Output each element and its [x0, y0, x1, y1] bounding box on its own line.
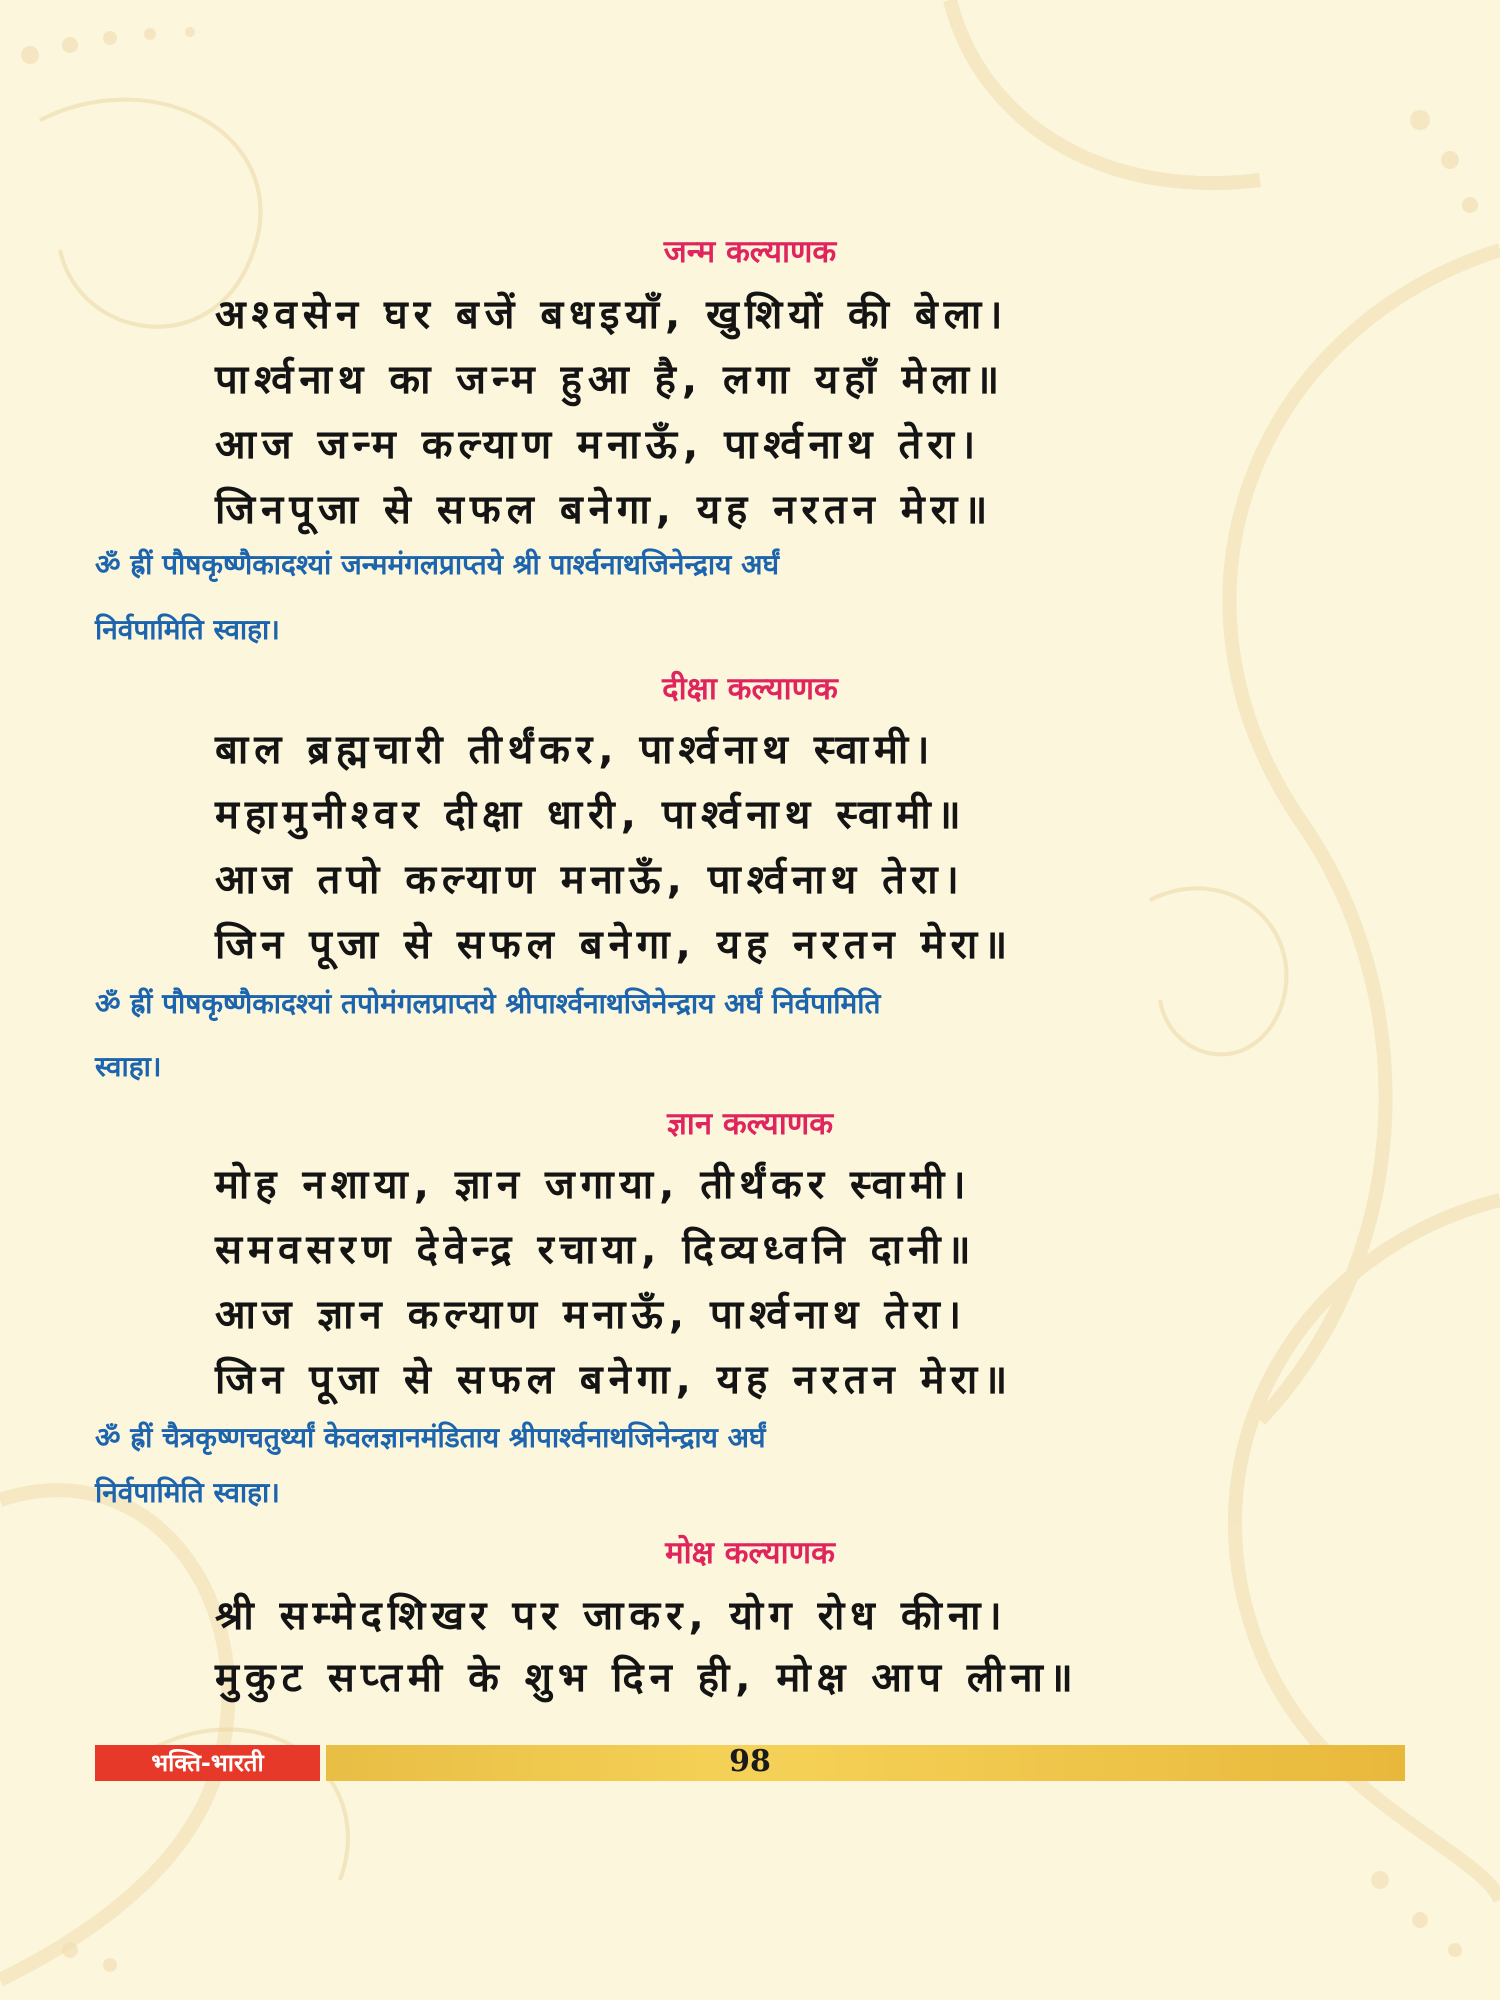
mantra-line: निर्वपामिति स्वाहा।	[95, 1476, 280, 1509]
mantra-line: ॐ ह्रीं पौषकृष्णैकादश्यां तपोमंगलप्राप्तये श्रीपार्श्वनाथजिनेन्द्राय अर्घं निर्वपामिति	[95, 987, 881, 1020]
verse-line: महामुनीश्वर दीक्षा धारी, पार्श्वनाथ स्वामी॥	[215, 792, 967, 838]
mantra-line: निर्वपामिति स्वाहा।	[95, 613, 280, 646]
verse-line: जिनपूजा से सफल बनेगा, यह नरतन मेरा॥	[215, 487, 994, 533]
verse-line: जिन पूजा से सफल बनेगा, यह नरतन मेरा॥	[215, 922, 1014, 968]
page-number: 98	[729, 1744, 771, 1779]
verse-line: पार्श्वनाथ का जन्म हुआ है, लगा यहाँ मेला॥	[215, 357, 1006, 403]
section-heading-janm: जन्म कल्याणक	[663, 234, 837, 270]
verse-line: आज ज्ञान कल्याण मनाऊँ, पार्श्वनाथ तेरा।	[215, 1292, 968, 1338]
verse-line: आज जन्म कल्याण मनाऊँ, पार्श्वनाथ तेरा।	[215, 422, 982, 468]
verse-line: अश्वसेन घर बजें बधइयाँ, खुशियों की बेला।	[215, 292, 1009, 338]
mantra-line: ॐ ह्रीं पौषकृष्णैकादश्यां जन्ममंगलप्राप्तये श्री पार्श्वनाथजिनेन्द्राय अर्घं	[95, 548, 780, 581]
verse-line: जिन पूजा से सफल बनेगा, यह नरतन मेरा॥	[215, 1357, 1014, 1403]
verse-line: श्री सम्मेदशिखर पर जाकर, योग रोध कीना।	[215, 1593, 1008, 1639]
section-heading-diksha: दीक्षा कल्याणक	[662, 671, 838, 707]
verse-line: समवसरण देवेन्द्र रचाया, दिव्यध्वनि दानी॥	[215, 1227, 977, 1273]
verse-line: बाल ब्रह्मचारी तीर्थंकर, पार्श्वनाथ स्वामी।	[215, 727, 936, 773]
verse-line: मुकुट सप्तमी के शुभ दिन ही, मोक्ष आप लीना॥	[215, 1655, 1079, 1701]
section-heading-gyan: ज्ञान कल्याणक	[666, 1106, 834, 1142]
mantra-line: ॐ ह्रीं चैत्रकृष्णचतुर्थ्यां केवलज्ञानमंडिताय श्रीपार्श्वनाथजिनेन्द्राय अर्घं	[95, 1421, 766, 1454]
verse-line: आज तपो कल्याण मनाऊँ, पार्श्वनाथ तेरा।	[215, 857, 965, 903]
verse-line: मोह नशाया, ज्ञान जगाया, तीर्थंकर स्वामी।	[215, 1162, 972, 1208]
footer-book-title: भक्ति-भारती	[95, 1745, 326, 1781]
section-heading-moksha: मोक्ष कल्याणक	[665, 1535, 835, 1571]
mantra-line: स्वाहा।	[95, 1050, 162, 1083]
